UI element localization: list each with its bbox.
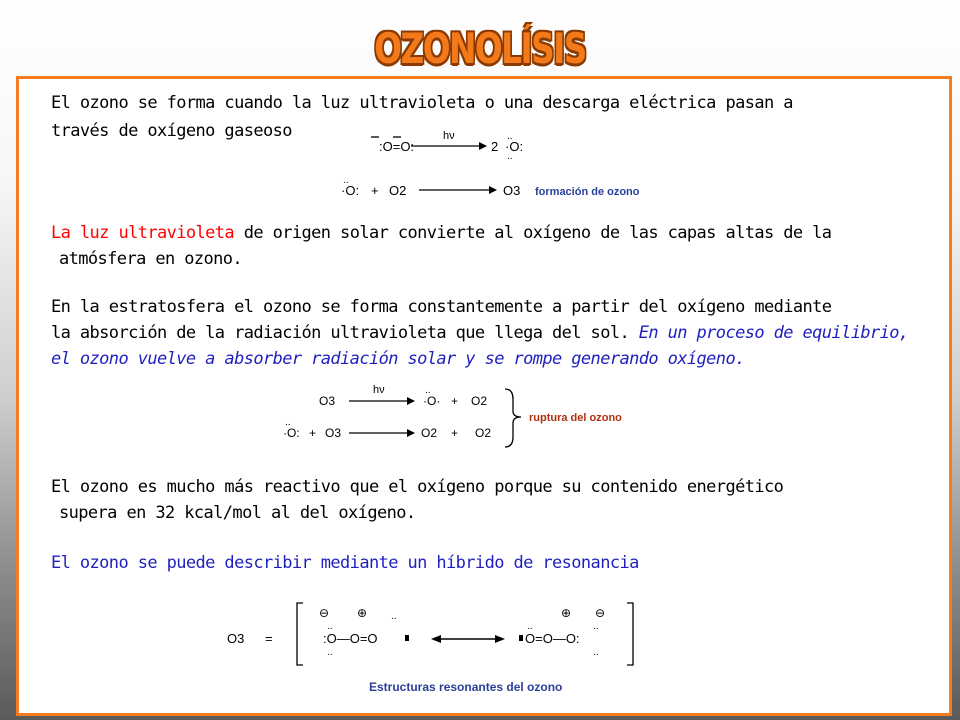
svg-text:..: .. — [593, 621, 599, 632]
svg-text:..: .. — [425, 385, 431, 396]
rupture-row2-o2-a: O2 — [421, 426, 438, 440]
reaction-o2-photolysis — [371, 130, 523, 162]
uv-line-1 — [51, 221, 831, 245]
svg-text:⊕: ⊕ — [357, 606, 368, 620]
uv-highlight: La luz ultravioleta — [51, 223, 235, 243]
svg-text:..: .. — [527, 621, 533, 632]
reaction-o3-formation — [341, 175, 640, 198]
reaction2-o2: O2 — [389, 183, 407, 198]
rupture-energy: hν — [373, 384, 385, 396]
svg-text:·O·: ·O· — [423, 394, 441, 408]
resonance-equals: = — [265, 631, 273, 646]
svg-text:..: .. — [343, 175, 349, 186]
rupture-row2-plus-b: + — [451, 426, 459, 440]
svg-text::O=O:: :O=O: — [379, 139, 415, 154]
page-title: OZONOLÍSIS — [374, 24, 586, 73]
reaction2-o3: O3 — [503, 183, 521, 198]
rupture-label: ruptura del ozono — [529, 412, 622, 424]
svg-text:..: .. — [593, 647, 599, 658]
reaction2-plus: + — [371, 183, 379, 198]
strat-line-2-blue: En un proceso de equilibrio, — [629, 323, 909, 343]
resonance-line-1: El ozono se puede describir mediante un híbrido de resonancia — [51, 553, 639, 573]
svg-text::O—O=O: :O—O=O — [323, 631, 378, 646]
svg-text:·O:: ·O: — [505, 139, 524, 154]
rupture-row2-plus-a: + — [309, 426, 317, 440]
rupture-row1-plus: + — [451, 394, 459, 408]
strat-line-3: el ozono vuelve a absorber radiación solar y se rompe generando oxígeno. — [51, 349, 745, 369]
strat-line-2-black: la absorción de la radiación ultravioleta que llega del sol. — [51, 323, 630, 343]
intro-line-1: El ozono se forma cuando la luz ultravioleta o una descarga eléctrica pasan a — [51, 93, 793, 113]
svg-text:..: .. — [507, 151, 513, 162]
svg-text:⊖: ⊖ — [595, 606, 606, 620]
ozone-rupture-diagram — [279, 381, 659, 453]
ozone-resonance-diagram — [219, 595, 659, 699]
content-panel — [16, 76, 952, 716]
uv-line-2: atmósfera en ozono. — [59, 249, 243, 269]
svg-text:..: .. — [285, 417, 291, 428]
rupture-row2-o2-b: O2 — [475, 426, 492, 440]
intro-line-2: través de oxígeno gaseoso — [51, 121, 292, 141]
reaction1-energy: hν — [443, 130, 455, 142]
reactivity-line-2: supera en 32 kcal/mol al del oxígeno. — [59, 503, 416, 523]
rupture-row1-o3: O3 — [319, 394, 336, 408]
strat-line-2 — [51, 321, 909, 345]
formation-label: formación de ozono — [535, 186, 640, 198]
resonance-o3: O3 — [227, 631, 245, 646]
ozone-formation-diagram — [339, 127, 669, 213]
svg-text:·O:: ·O: — [341, 183, 360, 198]
svg-text:⊖: ⊖ — [319, 606, 330, 620]
resonance-caption: Estructuras resonantes del ozono — [369, 680, 563, 694]
svg-text:..: .. — [391, 611, 397, 622]
svg-text:..: .. — [507, 131, 513, 142]
svg-text:..: .. — [327, 647, 333, 658]
svg-text:O=O—O:: O=O—O: — [525, 631, 580, 646]
svg-text:·O:: ·O: — [283, 426, 300, 440]
reactivity-line-1: El ozono es mucho más reactivo que el oxígeno porque su contenido energético — [51, 477, 784, 497]
rupture-row2-o3: O3 — [325, 426, 342, 440]
uv-rest: de origen solar convierte al oxígeno de las capas altas de la — [234, 223, 832, 243]
strat-line-1: En la estratosfera el ozono se forma constantemente a partir del oxígeno mediante — [51, 297, 832, 317]
rupture-row1-o2: O2 — [471, 394, 488, 408]
svg-text:..: .. — [327, 621, 333, 632]
svg-text:⊕: ⊕ — [561, 606, 572, 620]
reaction1-coef: 2 — [491, 139, 499, 154]
